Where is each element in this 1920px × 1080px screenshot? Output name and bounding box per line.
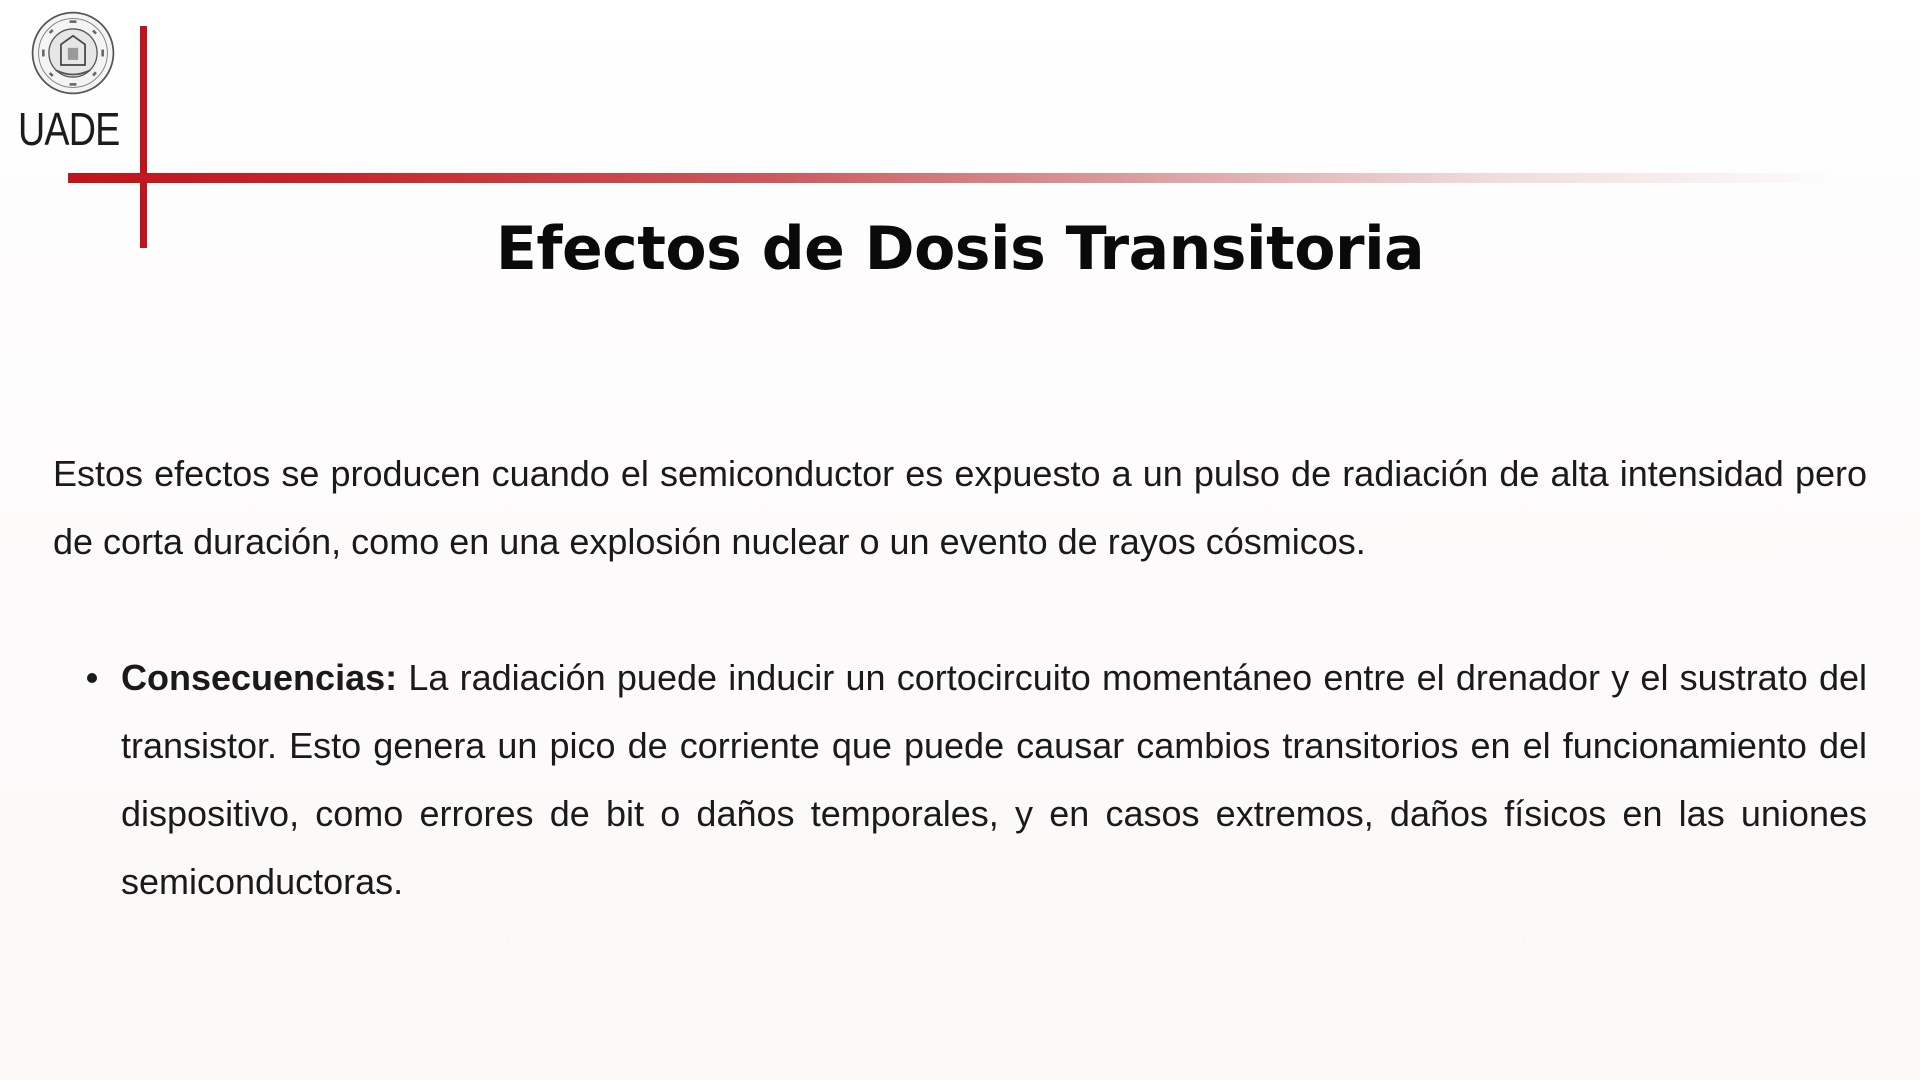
bullet-term: Consecuencias: xyxy=(121,657,398,698)
bullet-dot-icon xyxy=(87,673,97,683)
slide-title: Efectos de Dosis Transitoria xyxy=(495,214,1425,284)
bullet-list xyxy=(53,644,1867,916)
university-seal-icon xyxy=(30,10,116,96)
accent-horizontal-line xyxy=(68,173,1848,183)
logo-wordmark: UADE xyxy=(18,103,120,155)
bullet-text: La radiación puede inducir un cortocircuito momentáneo entre el drenador y el sustrato del transistor. Esto genera un pico de corriente que puede causar cambios transitorios en el funcionamiento del dispositivo, como errores de bit o daños temporales, y en casos extremos, daños físicos en las uniones semiconductoras. xyxy=(121,657,1867,902)
intro-paragraph: Estos efectos se producen cuando el semiconductor es expuesto a un pulso de radiación de alta intensidad pero de corta duración, como en una explosión nuclear o un evento de rayos cósmicos. xyxy=(53,453,1867,562)
list-item xyxy=(121,644,1867,916)
uade-logo xyxy=(14,8,134,155)
